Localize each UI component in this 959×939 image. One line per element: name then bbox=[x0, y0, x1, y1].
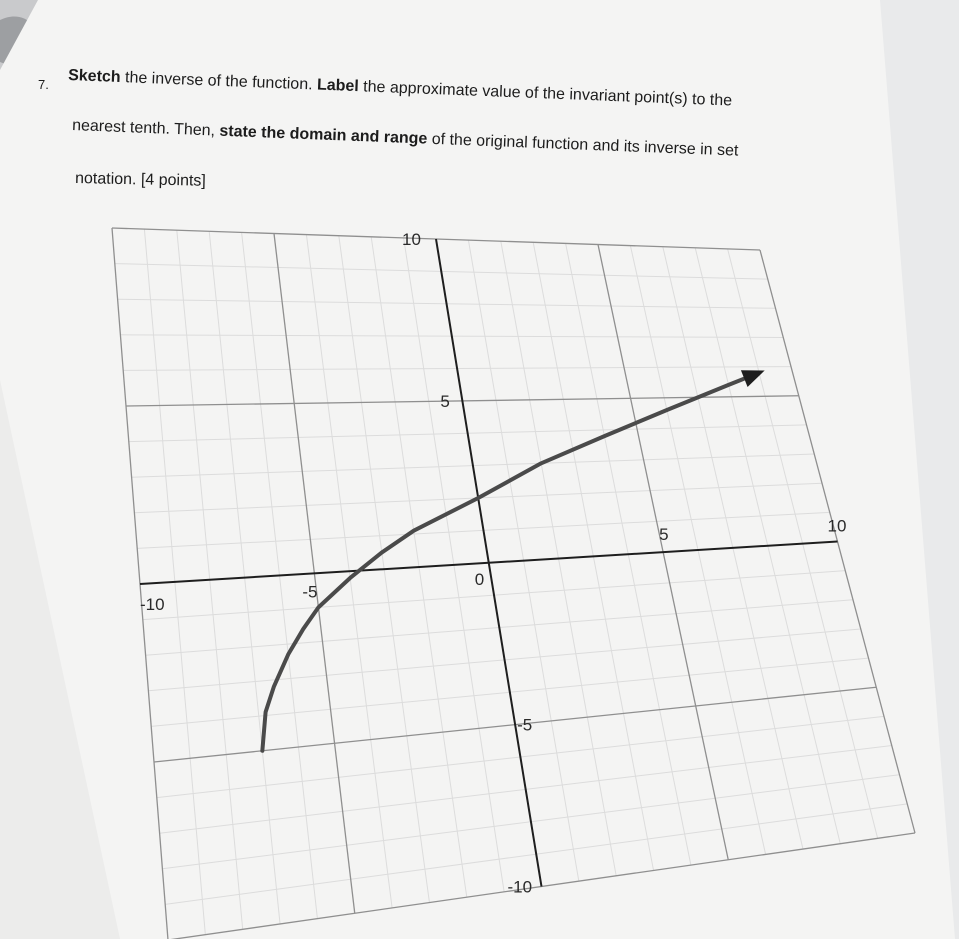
y-tick-label: 5 bbox=[440, 391, 450, 411]
question-line-1-part-1: Sketch bbox=[67, 67, 121, 87]
question-line-2-part-3: of the original function and its inverse in set bbox=[426, 130, 739, 160]
question-line-3 bbox=[75, 170, 206, 190]
question-line-1-part-2: the inverse of the function. bbox=[120, 69, 318, 94]
y-tick-label: -10 bbox=[507, 877, 533, 897]
x-tick-label: 5 bbox=[659, 525, 669, 545]
question-line-3-part-1: notation. [4 points] bbox=[74, 170, 207, 190]
y-tick-label: 10 bbox=[402, 230, 421, 249]
question-line-2-part-2: state the domain and range bbox=[219, 122, 428, 148]
x-tick-label: -10 bbox=[140, 595, 165, 614]
x-tick-label: 10 bbox=[827, 516, 847, 536]
origin-label: 0 bbox=[474, 569, 485, 589]
y-tick-label: -5 bbox=[517, 715, 533, 735]
x-tick-label: -5 bbox=[302, 582, 318, 602]
question-line-1-part-3: Label bbox=[316, 76, 360, 96]
question-line-1-part-4: the approximate value of the invariant point(s) to the bbox=[358, 78, 733, 110]
question-number: 7. bbox=[38, 77, 49, 92]
question-line-2-part-1: nearest tenth. Then, bbox=[71, 117, 220, 140]
